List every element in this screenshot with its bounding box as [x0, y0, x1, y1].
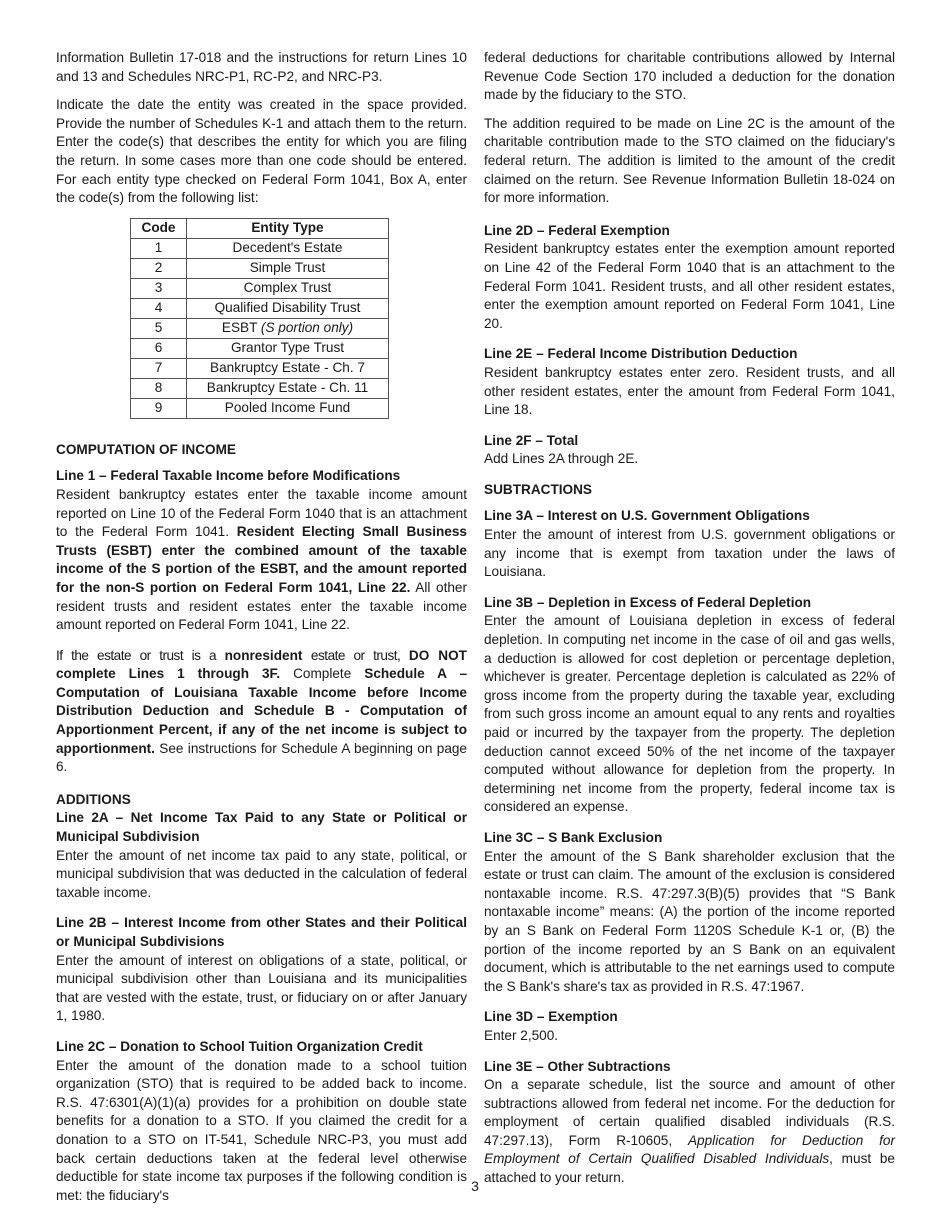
nonres-text-f: Schedule A – Computation of Louisiana Taxable Income before Income Distribution Deduction and Schedule B - Computation of Apportionment Percent, if any of the net income is subject to apportionment. [56, 666, 468, 756]
entity-date-paragraph: Indicate the date the entity was created in the space provided. Provide the number of Schedules K-1 and attach them to the return. Enter the code(s) that describes the entity for which you are filing the return. In some cases more than one code should be entered. For each entity type checked on Federal Form 1041, Box A, enter the code(s) from the following list: [56, 97, 467, 206]
line-2d-section [484, 222, 895, 334]
entity-type-cell: Qualified Disability Trust [187, 298, 389, 318]
entity-type-text: ESBT [221, 320, 258, 336]
nonres-text-d: DO NOT complete Lines 1 through 3F. [56, 647, 467, 682]
entity-type-cell: Bankruptcy Estate - Ch. 11 [187, 378, 389, 398]
line-2b-text: Enter the amount of interest on obligations of a state, political, or municipal subdivision other than Louisiana and its municipalities that are vested with the estate, trust, or fiduciary on or after January 1, 1980. [56, 952, 467, 1024]
table-row [131, 238, 389, 258]
line-1-text-esbt: Resident Electing Small Business Trusts (ESBT) enter the combined amount of the taxable income of the S portion of the ESBT, and the amount reported for the non-S portion on Federal Form 1041, Line 22. [56, 524, 467, 595]
line-3e-heading: Line 3E – Other Subtractions [484, 1058, 671, 1074]
entity-type-cell [187, 318, 389, 338]
line-2c-addition-paragraph: The addition required to be made on Line 2C is the amount of the charitable contribution made to the STO claimed on the fiduciary's federal return. The addition is limited to the amount of the credit claimed on the return. See Revenue Information Bulletin 18-024 on for more information. [484, 115, 895, 206]
line-2d-text: Resident bankruptcy estates enter the exemption amount reported on Line 42 of the Federal Form 1040 that is an attachment to the Federal Form 1041. Resident trusts, and all other resident estates, enter the exemption amount reported on Federal Form 1041, Line 20. [484, 241, 895, 331]
entity-type-column-header: Entity Type [187, 218, 389, 238]
line-2c-continued-paragraph: federal deductions for charitable contributions allowed by Internal Revenue Code Section 170 included a deduction for the donation made by the fiduciary to the STO. [484, 50, 895, 103]
entity-type-cell: Pooled Income Fund [187, 398, 389, 418]
line-3d-heading: Line 3D – Exemption [484, 1009, 618, 1025]
code-column-header: Code [131, 218, 187, 238]
line-2b-section [56, 914, 467, 1026]
table-row [131, 338, 389, 358]
line-1-text [56, 486, 467, 635]
nonres-text-c: estate or trust, [302, 647, 409, 663]
intro-paragraph: Information Bulletin 17-018 and the instructions for return Lines 10 and 13 and Schedules NRC-P1, RC-P2, and NRC-P3. [56, 50, 467, 84]
line-2c-text: Enter the amount of the donation made to a school tuition organization (STO) that is required to be added back to income. R.S. 47:6301(A)(1)(a) provides for a prohibition on double state benefits for a donation to a STO. If you claimed the credit for a donation to a STO on IT-541, Schedule NRC-P3, you must add back certain deductions taken at the federal level otherwise deductible for state income tax purposes if the following condition is met: the fiduciary's [56, 1057, 467, 1203]
line-2d-heading: Line 2D – Federal Exemption [484, 222, 670, 238]
line-3c-section [484, 829, 895, 996]
nonres-text-a: If the estate or trust is a [56, 647, 225, 663]
code-cell: 6 [131, 338, 187, 358]
subtractions-heading: SUBTRACTIONS [484, 481, 592, 497]
line-3e-form-title: Application for Deduction for Employment of Certain Qualified Disabled Individuals [484, 1132, 895, 1167]
line-1-heading: Line 1 – Federal Taxable Income before Modifications [56, 468, 401, 484]
line-3c-heading: Line 3C – S Bank Exclusion [484, 829, 663, 845]
entity-type-note: (S portion only) [260, 320, 354, 336]
line-3d-section [484, 1008, 895, 1045]
table-row [131, 258, 389, 278]
line-3e-text [484, 1076, 895, 1188]
code-cell: 1 [131, 238, 187, 258]
table-row [131, 278, 389, 298]
additions-heading: ADDITIONS [56, 791, 131, 807]
line-3a-text: Enter the amount of interest from U.S. government obligations or any income that is exempt from taxation under the laws of Louisiana. [484, 527, 895, 580]
line-3a-heading: Line 3A – Interest on U.S. Government Obligations [484, 508, 810, 524]
table-row [131, 298, 389, 318]
line-3b-text: Enter the amount of Louisiana depletion in excess of federal depletion. In computing net income in the case of oil and gas wells, a deduction is allowed for cost depletion or percentage depletion, whichever is greater. Percentage depletion is calculated as 22% of gross income from the property during the taxable year, excluding from such gross income an amount equal to any rents and royalties paid or incurred by the taxpayer from the property. The depletion deduction cannot exceed 50% of the net income of the taxpayer computed without allowance for depletion from the property. In determining net income from the property, federal income tax is considered an expense. [484, 613, 895, 815]
line-2f-text: Add Lines 2A through 2E. [484, 451, 639, 467]
computation-of-income-heading: COMPUTATION OF INCOME [56, 441, 236, 457]
line-2c-heading: Line 2C – Donation to School Tuition Organization Credit [56, 1038, 423, 1054]
line-3e-text-c: , must be attached to your return. [484, 1151, 895, 1186]
entity-type-cell: Complex Trust [187, 278, 389, 298]
table-header-row [131, 218, 389, 238]
code-cell: 9 [131, 398, 187, 418]
line-3b-heading: Line 3B – Depletion in Excess of Federal Depletion [484, 594, 812, 610]
code-cell: 7 [131, 358, 187, 378]
code-cell: 2 [131, 258, 187, 278]
table-row [131, 358, 389, 378]
line-3d-text: Enter 2,500. [484, 1027, 559, 1043]
line-3e-section [484, 1058, 895, 1188]
line-2a-text: Enter the amount of net income tax paid to any state, political, or municipal subdivision that was deducted in the calculation of federal taxable income. [56, 847, 467, 900]
code-cell: 8 [131, 378, 187, 398]
entity-type-cell: Simple Trust [187, 258, 389, 278]
table-row [131, 378, 389, 398]
line-2f-heading: Line 2F – Total [484, 432, 579, 448]
entity-type-cell: Grantor Type Trust [187, 338, 389, 358]
line-1-section [56, 467, 467, 634]
line-2f-section [484, 432, 895, 469]
nonresident-paragraph [56, 647, 467, 777]
left-column [56, 49, 467, 1217]
line-3c-text: Enter the amount of the S Bank shareholder exclusion that the estate or trust can claim. The amount of the exclusion is considered nontaxable income. R.S. 47:297.3(B)(5) provides that “S Bank nontaxable income” means: (A) the portion of the income reported by an S Bank on Federal Form 1120S Schedule K-1 or, (B) the portion of the income reported by an S Bank on an equivalent document, which is attributable to the net earnings used to compute the S Bank's share's tax as provided in R.S. 47:1967. [484, 848, 895, 994]
line-2a-heading: Line 2A – Net Income Tax Paid to any State or Political or Municipal Subdivision [56, 810, 467, 845]
nonres-text-e: Complete [280, 666, 365, 682]
code-cell: 3 [131, 278, 187, 298]
line-3e-text-a: On a separate schedule, list the source and amount of other subtractions allowed from federal net income. For the deduction for employment of certain qualified disabled individuals (R.S. 47:297.13), Form R-10605, [484, 1077, 895, 1148]
line-2e-heading: Line 2E – Federal Income Distribution Deduction [484, 346, 798, 362]
entity-type-cell: Bankruptcy Estate - Ch. 7 [187, 358, 389, 378]
line-2e-section [484, 345, 895, 419]
right-column [484, 49, 895, 1200]
line-1-text-a: Resident bankruptcy estates enter the taxable income amount reported on Line 10 of the Federal Form 1040 that is an attachment to the Federal Form 1041. [56, 486, 467, 540]
line-2b-heading: Line 2B – Interest Income from other States and their Political or Municipal Subdivisions [56, 915, 467, 949]
line-3b-section [484, 594, 895, 817]
page-number: 3 [471, 1178, 479, 1194]
line-2e-text: Resident bankruptcy estates enter zero. Resident trusts, and all other resident estates, enter the amount from Federal Form 1041, Line 18. [484, 364, 895, 418]
line-1-text-c: All other resident trusts and resident estates enter the taxable income amount reported on Federal Form 1041, Line 22. [56, 579, 467, 633]
table-row [131, 398, 389, 418]
nonres-text-b: nonresident [224, 647, 303, 663]
line-2a-section [56, 809, 467, 902]
code-cell: 5 [131, 318, 187, 338]
entity-type-cell: Decedent's Estate [187, 238, 389, 258]
code-cell: 4 [131, 298, 187, 318]
table-row [131, 318, 389, 338]
line-3a-section [484, 507, 895, 581]
nonres-text-g: See instructions for Schedule A beginning on page 6. [56, 740, 467, 775]
entity-code-table [130, 218, 389, 419]
